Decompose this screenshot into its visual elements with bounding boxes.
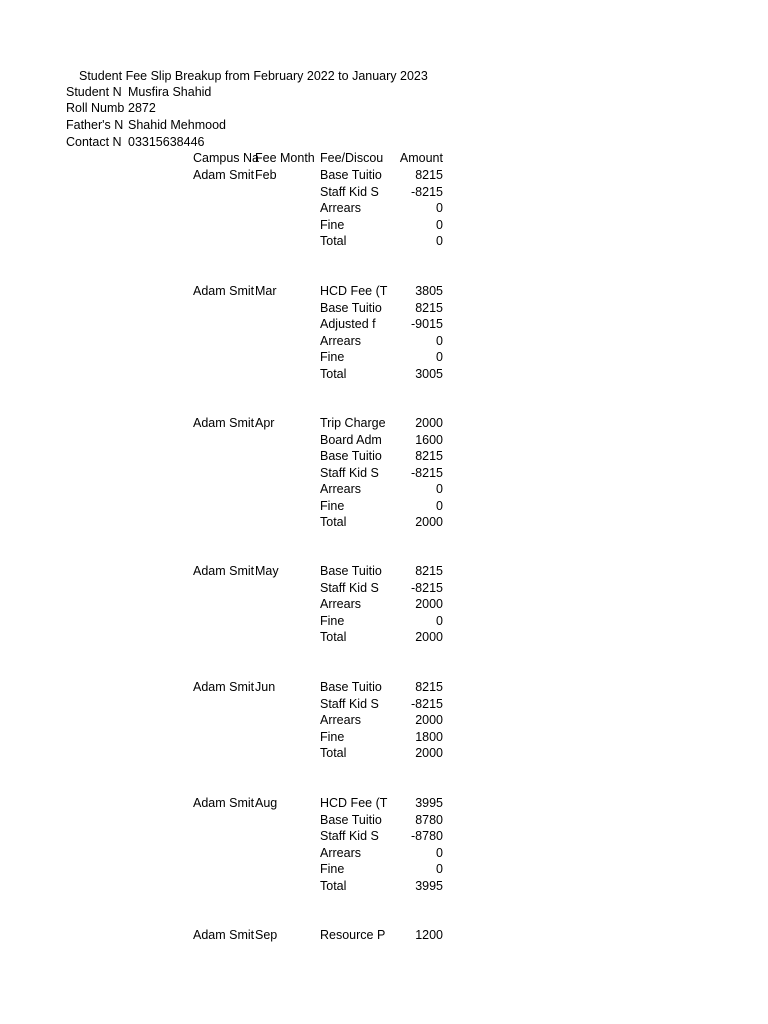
fee-item-label: Fine [320,614,345,628]
fee-item-amount: 8215 [415,564,443,578]
group-fee-month: Sep [255,928,278,942]
group-fee-month: Mar [255,284,277,298]
fee-item-label: Total [320,234,347,248]
group-fee-month: Aug [255,796,278,810]
fee-item-label: Total [320,879,347,893]
group-fee-month: Feb [255,168,277,182]
fee-item-label: Fine [320,218,345,232]
fee-item-label: Staff Kid S [320,581,379,595]
fee-item-label: Arrears [320,597,361,611]
group-campus-name: Adam Smit [193,928,255,942]
fee-item-label: Staff Kid S [320,466,379,480]
fee-item-label: Base Tuitio [320,564,382,578]
fee-item-amount: 8215 [415,449,443,463]
father-name-label: Father's N [66,118,124,132]
fee-item-amount: 0 [436,862,443,876]
group-fee-month: Jun [255,680,276,694]
fee-item-label: Staff Kid S [320,829,379,843]
fee-item-amount: 0 [436,201,443,215]
group-campus-name: Adam Smit [193,796,255,810]
fee-item-amount: -8215 [411,185,443,199]
fee-item-amount: 8215 [415,301,443,315]
fee-item-label: Arrears [320,334,361,348]
fee-item-amount: 3005 [415,367,443,381]
fee-item-amount: -8215 [411,581,443,595]
fee-item-label: Fine [320,862,345,876]
group-campus-name: Adam Smit [193,680,255,694]
contact-number-value: 03315638446 [128,135,205,149]
fee-item-amount: -9015 [411,317,443,331]
fee-item-amount: 0 [436,846,443,860]
fee-item-amount: 1800 [415,730,443,744]
fee-item-amount: 3995 [415,879,443,893]
column-header-fee-month: Fee Month [255,151,315,165]
fee-item-amount: 0 [436,350,443,364]
fee-item-label: Base Tuitio [320,680,382,694]
column-header-amount: Amount [399,151,443,165]
column-header-campus: Campus Na [193,151,259,165]
fee-item-label: Fine [320,730,345,744]
fee-item-amount: 8215 [415,680,443,694]
fee-item-label: Arrears [320,482,361,496]
fee-item-label: Total [320,515,347,529]
fee-item-label: Base Tuitio [320,449,382,463]
fee-item-amount: 0 [436,234,443,248]
group-campus-name: Adam Smit [193,564,255,578]
fee-item-label: Arrears [320,846,361,860]
group-campus-name: Adam Smit [193,284,255,298]
fee-item-amount: 1600 [415,433,443,447]
group-fee-month: Apr [255,416,275,430]
group-campus-name: Adam Smit [193,416,255,430]
student-name-label: Student N [66,85,122,99]
roll-number-value: 2872 [128,101,156,115]
fee-item-label: HCD Fee (T [320,796,388,810]
fee-item-label: Board Adm [320,433,382,447]
fee-item-label: Base Tuitio [320,813,382,827]
fee-item-amount: -8215 [411,697,443,711]
page-title: Student Fee Slip Breakup from February 2022 to January 2023 [79,69,428,83]
fee-item-amount: 0 [436,334,443,348]
fee-item-amount: -8780 [411,829,443,843]
fee-item-amount: 0 [436,482,443,496]
fee-item-label: Staff Kid S [320,185,379,199]
contact-number-label: Contact N [66,135,122,149]
column-header-fee-discount: Fee/Discou [320,151,384,165]
fee-item-amount: 0 [436,499,443,513]
fee-item-amount: -8215 [411,466,443,480]
fee-item-amount: 0 [436,218,443,232]
fee-item-label: Fine [320,499,345,513]
fee-item-amount: 2000 [415,597,443,611]
fee-item-label: HCD Fee (T [320,284,388,298]
fee-item-amount: 3805 [415,284,443,298]
fee-item-amount: 8780 [415,813,443,827]
group-fee-month: May [255,564,279,578]
fee-item-label: Adjusted f [320,317,376,331]
roll-number-label: Roll Numb [66,101,125,115]
fee-item-amount: 1200 [415,928,443,942]
fee-item-amount: 2000 [415,630,443,644]
father-name-value: Shahid Mehmood [128,118,226,132]
fee-item-label: Total [320,630,347,644]
fee-item-label: Total [320,367,347,381]
fee-item-amount: 2000 [415,713,443,727]
fee-item-label: Staff Kid S [320,697,379,711]
fee-item-label: Base Tuitio [320,301,382,315]
fee-item-label: Arrears [320,201,361,215]
fee-item-label: Base Tuitio [320,168,382,182]
fee-item-label: Arrears [320,713,361,727]
fee-item-amount: 0 [436,614,443,628]
fee-item-amount: 2000 [415,515,443,529]
fee-item-label: Resource P [320,928,386,942]
group-campus-name: Adam Smit [193,168,255,182]
fee-item-amount: 8215 [415,168,443,182]
fee-item-amount: 2000 [415,746,443,760]
fee-item-label: Total [320,746,347,760]
fee-item-amount: 3995 [415,796,443,810]
fee-item-label: Fine [320,350,345,364]
fee-item-amount: 2000 [415,416,443,430]
student-name-value: Musfira Shahid [128,85,212,99]
fee-item-label: Trip Charge [320,416,386,430]
